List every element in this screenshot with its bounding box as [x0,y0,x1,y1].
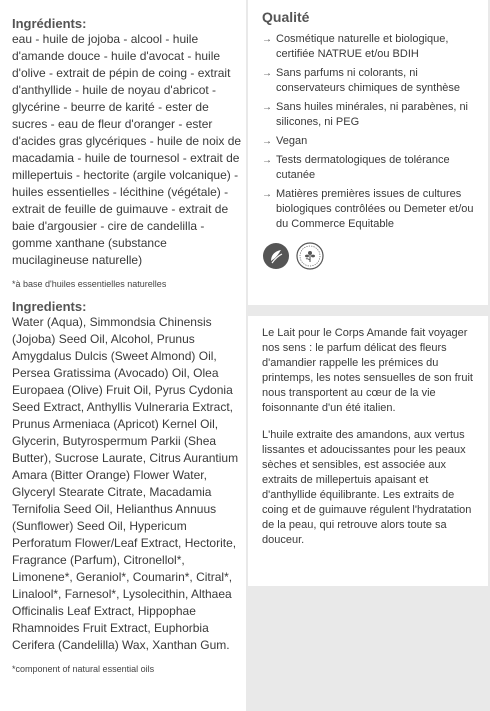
arrow-right-icon: → [262,136,272,147]
quality-item-label: Cosmétique naturelle et biologique, certifiée NATRUE et/ou BDIH [276,33,449,60]
quality-item-label: Sans parfums ni colorants, ni conservateurs chimiques de synthèse [276,67,461,94]
vegan-flower-cert-icon [296,242,324,270]
quality-item [262,66,478,96]
ingredients-inci-note: *component of natural essential oils [12,664,155,674]
info-sidebar [246,0,490,711]
arrow-right-icon: → [262,34,272,45]
ingredients-fr-title: Ingrédients: [12,16,87,31]
arrow-right-icon: → [262,189,272,200]
quality-item [262,134,478,149]
natrue-cert-icon [262,242,290,270]
quality-item [262,32,478,62]
certification-icons [262,242,478,270]
quality-item-label: Matières premières issues de cultures biologiques contrôlées ou Demeter et/ou du Commerce Equitable [276,188,474,230]
ingredients-inci-text: Water (Aqua), Simmondsia Chinensis (Jojoba) Seed Oil, Alcohol, Prunus Amygdalus Dulcis (Sweet Almond) Oil, Persea Gratissima (Avocado) Oil, Olea Europaea (Olive) Fruit Oil, Pyrus Cydonia Seed Extract, Anthyllis Vulneraria Extract, Prunus Armeniaca (Apricot) Kernel Oil, Glycerin, Butyrospermum Parkii (Shea Butter), Sucrose Laurate, Citrus Aurantium Amara (Bitter Orange) Flower Water, Glyceryl Stearate Citrate, Macadamia Ternifolia Seed Oil, Helianthus Annuus (Sunflower) Seed Oil, Hypericum Perforatum Flower/Leaf Extract, Hectorite, Fragrance (Parfum), Citronellol*, Limonene*, Geraniol*, Coumarin*, Citral*, Linalool*, Farnesol*, Lysolecithin, Althaea Officinalis Leaf Extract, Hippophae Rhamnoides Fruit Extract, Euphorbia Cerifera (Candelilla) Wax, Xanthan Gum. [12,315,239,652]
arrow-right-icon: → [262,102,272,113]
ingredients-column [0,0,244,711]
quality-item-label: Tests dermatologiques de tolérance cutanée [276,154,450,181]
arrow-right-icon: → [262,68,272,79]
description-paragraph-2: L'huile extraite des amandons, aux vertus lissantes et adoucissantes pour les peaux sèches et sensibles, est associée aux extraits de millepertuis apaisant et d'anthyllide équilibrante. Les extraits de coing et de guimauve régulent l'hydratation de la peau, qui retrouve alors toute sa douceur. [262,429,472,546]
ingredients-fr-text: eau - huile de jojoba - alcool - huile d'amande douce - huile d'avocat - huile d'olive - extrait de pépin de coing - extrait d'anthyllide - huile de noyau d'abricot - glycérine - beurre de karité - ester de sucres - eau de fleur d'oranger - ester d'acides gras glycériques - huile de noix de macadamia - huile de tournesol - extrait de millepertuis - hectorite (argile volcanique) - huiles essentielles - lécithine (végétale) - extrait de feuille de guimauve - extrait de baie d'argousier - cire de candelilla - gomme xanthane (substance mucilagineuse naturelle) [12,32,242,267]
quality-item-label: Sans huiles minérales, ni parabènes, ni silicones, ni PEG [276,101,469,128]
description-paragraph-1: Le Lait pour le Corps Amande fait voyager nos sens : le parfum délicat des fleurs d'amandier rappelle les prémices du printemps, les notes sensuelles de son fruit nous transportent au cœur de la vie foisonnante d'un été italien. [262,327,473,414]
ingredients-inci-title: Ingredients: [12,299,87,314]
arrow-right-icon: → [262,155,272,166]
product-description-box [248,316,488,586]
quality-item [262,100,478,130]
ingredients-fr-note: *à base d'huiles essentielles naturelles [12,279,167,289]
quality-item [262,153,478,183]
quality-title: Qualité [262,9,310,25]
quality-item [262,187,478,232]
quality-list [262,32,478,232]
quality-box [248,0,488,305]
quality-item-label: Vegan [276,135,308,147]
